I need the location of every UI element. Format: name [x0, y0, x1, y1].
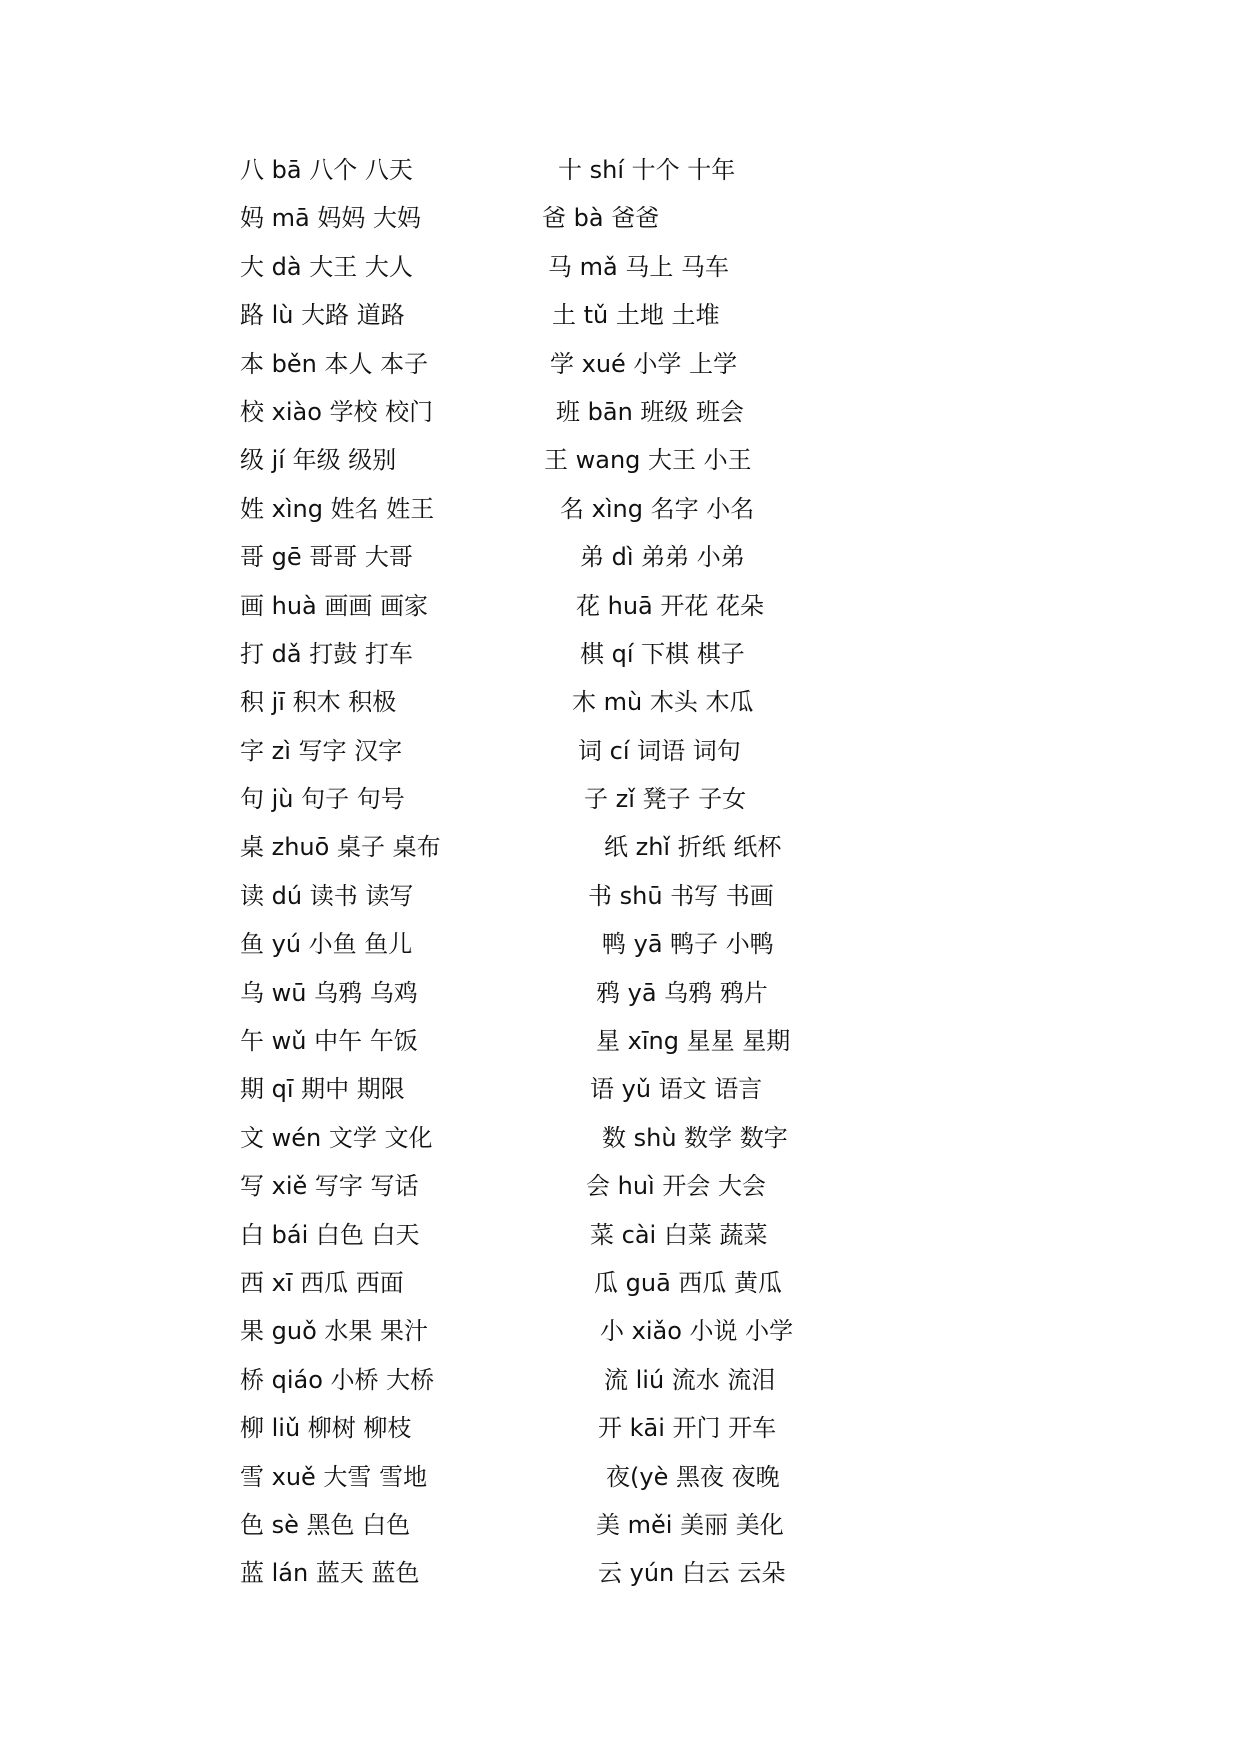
word-entry-right: 词 cí 词语 词句 — [578, 736, 741, 765]
word-entry-left: 鱼 yú 小鱼 鱼儿 — [240, 930, 413, 959]
word-row — [240, 1412, 940, 1460]
word-row — [240, 1509, 940, 1557]
word-row — [240, 1025, 940, 1073]
word-entry-left: 果 guǒ 水果 果汁 — [240, 1317, 429, 1346]
word-entry-right: 菜 cài 白菜 蔬菜 — [590, 1220, 768, 1249]
word-row — [240, 1073, 940, 1121]
word-row — [240, 1315, 940, 1363]
word-entry-left: 本 běn 本人 本子 — [240, 349, 429, 378]
word-entry-left: 大 dà 大王 大人 — [240, 252, 413, 281]
word-entry-right: 小 xiǎo 小说 小学 — [600, 1317, 794, 1346]
word-entry-left: 妈 mā 妈妈 大妈 — [240, 204, 421, 233]
word-entry-right: 语 yǔ 语文 语言 — [590, 1075, 763, 1104]
word-row — [240, 444, 940, 492]
word-entry-right: 爸 bà 爸爸 — [542, 204, 660, 233]
word-row — [240, 735, 940, 783]
word-row — [240, 493, 940, 541]
word-entry-right: 十 shí 十个 十年 — [558, 156, 736, 184]
word-entry-left: 柳 liǔ 柳树 柳枝 — [240, 1414, 412, 1443]
word-entry-left: 西 xī 西瓜 西面 — [240, 1268, 404, 1297]
word-entry-right: 纸 zhǐ 折纸 纸杯 — [604, 833, 782, 862]
word-entry-left: 八 bā 八个 八天 — [240, 156, 413, 184]
word-entry-right: 子 zǐ 凳子 子女 — [584, 785, 747, 814]
word-entry-right: 土 tǔ 土地 土堆 — [552, 301, 720, 330]
word-entry-left: 白 bái 白色 白天 — [240, 1220, 420, 1249]
word-entry-left: 路 lù 大路 道路 — [240, 301, 405, 330]
word-entry-right: 数 shù 数学 数字 — [602, 1123, 788, 1152]
word-entry-right: 会 huì 开会 大会 — [586, 1172, 766, 1201]
word-entry-left: 午 wǔ 中午 午饭 — [240, 1027, 418, 1056]
word-entry-left: 级 jí 年级 级别 — [240, 446, 397, 475]
word-entry-right: 名 xìng 名字 小名 — [560, 494, 755, 523]
word-entry-left: 打 dǎ 打鼓 打车 — [240, 639, 413, 668]
word-row — [240, 1364, 940, 1412]
word-entry-right: 花 huā 开花 花朵 — [576, 591, 765, 620]
word-entry-right: 木 mù 木头 木瓜 — [572, 688, 754, 717]
word-entry-right: 开 kāi 开门 开车 — [598, 1414, 777, 1443]
word-entry-left: 蓝 lán 蓝天 蓝色 — [240, 1559, 420, 1588]
word-row — [240, 1557, 940, 1605]
word-entry-right: 鸦 yā 乌鸦 鸦片 — [596, 978, 768, 1007]
word-entry-left: 文 wén 文学 文化 — [240, 1123, 433, 1152]
word-entry-right: 王 wang 大王 小王 — [544, 446, 752, 475]
word-entry-left: 句 jù 句子 句号 — [240, 785, 405, 814]
word-entry-left: 读 dú 读书 读写 — [240, 881, 414, 910]
word-entry-left: 画 huà 画画 画家 — [240, 591, 429, 620]
word-row — [240, 1267, 940, 1315]
word-entry-right: 学 xué 小学 上学 — [550, 349, 738, 378]
word-row — [240, 1461, 940, 1509]
word-entry-right: 云 yún 白云 云朵 — [598, 1559, 786, 1588]
word-entry-right: 棋 qí 下棋 棋子 — [580, 639, 745, 668]
word-entry-left: 写 xiě 写字 写话 — [240, 1172, 419, 1201]
word-entry-right: 鸭 yā 鸭子 小鸭 — [602, 930, 774, 959]
word-row — [240, 299, 940, 347]
word-row — [240, 928, 940, 976]
word-entry-left: 期 qī 期中 期限 — [240, 1075, 405, 1104]
word-entry-right: 瓜 guā 西瓜 黄瓜 — [594, 1268, 783, 1297]
word-entry-right: 流 liú 流水 流泪 — [604, 1365, 776, 1394]
word-entry-left: 色 sè 黑色 白色 — [240, 1510, 411, 1539]
word-entry-right: 弟 dì 弟弟 小弟 — [580, 543, 745, 572]
word-list — [240, 154, 940, 1606]
word-entry-right: 马 mǎ 马上 马车 — [548, 252, 729, 281]
word-row — [240, 1170, 940, 1218]
word-entry-left: 哥 gē 哥哥 大哥 — [240, 543, 413, 572]
word-entry-right: 美 měi 美丽 美化 — [596, 1510, 784, 1539]
word-row — [240, 396, 940, 444]
word-row — [240, 1219, 940, 1267]
word-row — [240, 590, 940, 638]
word-entry-right: 班 bān 班级 班会 — [556, 397, 745, 426]
word-row — [240, 783, 940, 831]
word-row — [240, 251, 940, 299]
word-entry-left: 积 jī 积木 积极 — [240, 688, 397, 717]
word-row — [240, 880, 940, 928]
word-row — [240, 154, 940, 202]
word-row — [240, 638, 940, 686]
word-entry-right: 夜(yè 黑夜 夜晚 — [606, 1462, 780, 1491]
word-row — [240, 1122, 940, 1170]
word-row — [240, 348, 940, 396]
word-row — [240, 202, 940, 250]
word-entry-left: 雪 xuě 大雪 雪地 — [240, 1462, 428, 1491]
word-entry-left: 校 xiào 学校 校门 — [240, 397, 434, 426]
word-row — [240, 686, 940, 734]
word-row — [240, 831, 940, 879]
word-row — [240, 541, 940, 589]
word-entry-left: 姓 xìng 姓名 姓王 — [240, 494, 435, 523]
word-entry-left: 字 zì 写字 汉字 — [240, 736, 403, 765]
word-entry-right: 星 xīng 星星 星期 — [596, 1027, 791, 1056]
word-entry-left: 乌 wū 乌鸦 乌鸡 — [240, 978, 418, 1007]
word-entry-right: 书 shū 书写 书画 — [588, 881, 774, 910]
word-entry-left: 桥 qiáo 小桥 大桥 — [240, 1365, 435, 1394]
word-row — [240, 977, 940, 1025]
word-entry-left: 桌 zhuō 桌子 桌布 — [240, 833, 441, 862]
